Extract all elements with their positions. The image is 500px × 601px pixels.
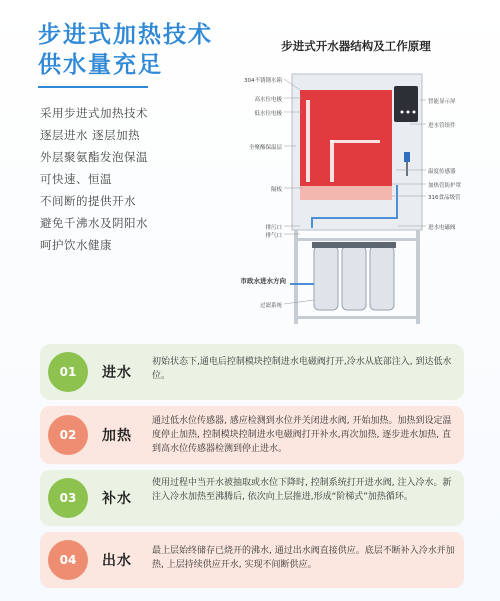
stand-rail — [294, 316, 420, 319]
feature-item: 避免千沸水及阴阳水 — [40, 216, 148, 230]
label-low-water-electrode: 低水位电极 — [254, 111, 282, 117]
feature-item: 外层聚氨酯发泡保温 — [40, 150, 148, 164]
filter-head — [312, 242, 396, 248]
step-name: 进水 — [102, 365, 132, 381]
feature-item: 逐层进水 逐层加热 — [40, 128, 141, 142]
step-number: 01 — [48, 352, 88, 392]
tank-pipe — [306, 100, 310, 182]
label-temperature-sensor: 温度传感器 — [428, 169, 456, 175]
label-inlet-pipe-assembly: 进水管组件 — [428, 123, 456, 129]
step-name: 补水 — [102, 491, 132, 507]
hot-water-tank — [300, 90, 392, 186]
label-vent-outlet: 排气口 — [265, 233, 282, 239]
step-card-heating — [40, 406, 464, 464]
label-filter-system: 过滤系统 — [259, 303, 282, 309]
step-name: 加热 — [102, 428, 132, 444]
headline-line-2: 供水量充足 — [38, 52, 163, 78]
label-high-water-electrode: 高水位电极 — [254, 97, 282, 103]
stand-leg — [416, 230, 420, 324]
filter-canister — [370, 246, 394, 310]
step-number: 04 — [48, 540, 88, 580]
filter-canister — [342, 246, 366, 310]
step-card-inlet — [40, 344, 464, 400]
step-card-outlet — [40, 532, 464, 588]
cold-water-section — [300, 186, 392, 200]
step-number: 02 — [48, 415, 88, 455]
outlet-valve — [404, 152, 410, 162]
step-description: 初始状态下,通电后控制模块控制进水电磁阀打开,冷水从底部注入, 到达低水位。 — [152, 357, 452, 381]
label-insulation-layer: 全聚酯保温层 — [248, 145, 282, 151]
headline-line-1: 步进式加热技术 — [38, 22, 213, 48]
step-card-refill — [40, 470, 464, 526]
stand-leg — [294, 230, 298, 324]
filter-canister — [314, 246, 338, 310]
label-partition: 隔板 — [270, 187, 282, 193]
label-inlet-solenoid-valve: 进水电磁阀 — [428, 225, 456, 231]
display-button — [401, 111, 404, 114]
feature-item: 不间断的提供开水 — [40, 194, 136, 208]
feature-item: 采用步进式加热技术 — [40, 106, 148, 120]
label-smart-display: 智能显示屏 — [428, 99, 456, 105]
label-municipal-inlet: 市政水进水方向 — [240, 277, 286, 285]
outlet-spout — [406, 162, 408, 176]
label-steel-tank: 304不锈钢水箱 — [244, 78, 282, 84]
step-number: 03 — [48, 478, 88, 518]
tank-pipe — [330, 140, 380, 143]
feature-item: 可快速、恒温 — [40, 172, 112, 186]
label-drain-outlet: 排污口 — [265, 225, 282, 231]
display-button — [407, 111, 410, 114]
step-description: 最上层始终储存已烧开的沸水, 通过出水阀直接供应。底层不断补入冷水并加热, 上层持续供应开水, 实现不间断供应。 — [152, 546, 455, 570]
step-name: 出水 — [102, 553, 132, 569]
step-description: 使用过程中当开水被抽取或水位下降时, 控制系统打开进水阀, 注入冷水。新注入冷水加热至沸腾后, 依次向上层推进,形成“阶梯式”加热循环。 — [152, 478, 452, 502]
diagram-title: 步进式开水器结构及工作原理 — [281, 39, 431, 53]
step-description: 通过低水位传感器, 感应检测到水位并关闭进水阀, 开始加热。加热到设定温度停止加热, 控制模块控制进水电磁阀打开补水,再次加热, 逐步进水加热, 直到高水位传感器检测到停止进水。 — [152, 416, 452, 454]
smart-display-panel — [394, 86, 418, 122]
tank-pipe — [330, 140, 334, 182]
display-button — [413, 111, 416, 114]
feature-item: 呵护饮水健康 — [40, 238, 112, 252]
stand-rail — [294, 238, 420, 241]
label-heater-guard: 加热管防护罩 — [428, 183, 462, 189]
label-food-grade-pipe: 316食品级管 — [428, 195, 461, 201]
